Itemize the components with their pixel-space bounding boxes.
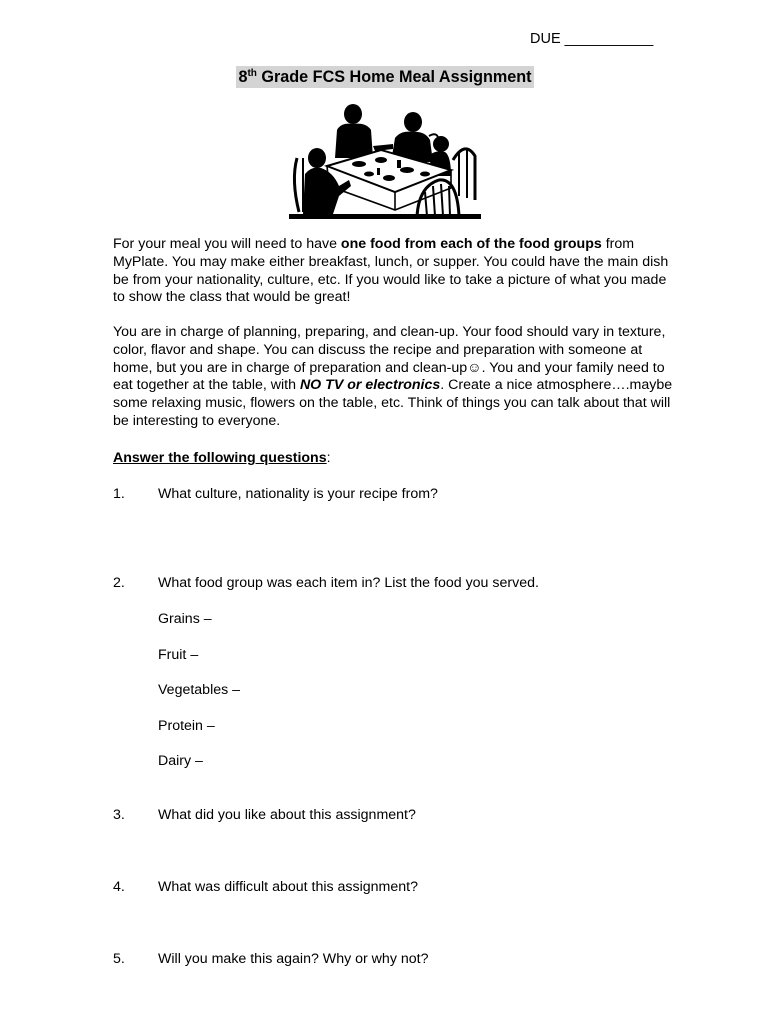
intro-p1-bold: one food from each of the food groups bbox=[340, 236, 602, 252]
intro-p2-bold: NO TV or electronics bbox=[299, 377, 441, 394]
question-4 bbox=[113, 879, 418, 895]
intro-p2-start: You are in charge of planning, preparing, and clean-up. Your food should vary in texture, color, flavor and shape. You can discuss the recipe and preparation with someone at home, but you are in charge of preparation and clean-up☺. You and your family need to eat together at the table, with bbox=[113, 324, 666, 394]
intro-p1-start: For your meal you will need to have bbox=[113, 236, 341, 252]
answer-heading-colon: : bbox=[326, 450, 331, 466]
answer-heading-label: Answer the following questions bbox=[113, 450, 327, 466]
page-title bbox=[236, 66, 533, 88]
title-rest: Grade FCS Home Meal Assignment bbox=[256, 68, 532, 86]
intro-p1-end: from MyPlate. You may make either breakfast, lunch, or supper. You could have the main dish be from your nationality, culture, etc. If you would like to take a picture of what you made to show the class that would be great! bbox=[113, 236, 669, 306]
question-text: What was difficult about this assignment? bbox=[158, 879, 418, 895]
food-group-dairy: Dairy – bbox=[158, 753, 203, 769]
question-5 bbox=[113, 951, 428, 967]
question-number: 1. bbox=[113, 486, 125, 502]
food-group-grains: Grains – bbox=[158, 611, 212, 627]
food-group-fruit: Fruit – bbox=[158, 647, 199, 663]
due-date-line: DUE ___________ bbox=[530, 31, 654, 47]
question-1 bbox=[113, 486, 438, 502]
question-2 bbox=[113, 575, 539, 591]
question-number: 3. bbox=[113, 807, 125, 823]
question-text: What food group was each item in? List the food you served. bbox=[158, 575, 539, 591]
intro-paragraph-1 bbox=[113, 236, 673, 307]
question-number: 5. bbox=[113, 951, 125, 967]
answer-heading bbox=[113, 450, 331, 466]
intro-p2-end: . Create a nice atmosphere….maybe some relaxing music, flowers on the table, etc. Think of things you can talk about that will be interesting to everyone. bbox=[113, 377, 673, 429]
title-wrapper bbox=[0, 66, 770, 88]
question-text: What culture, nationality is your recipe from? bbox=[158, 486, 438, 502]
family-dinner-table-icon bbox=[289, 100, 481, 220]
food-group-vegetables: Vegetables – bbox=[158, 682, 241, 698]
question-number: 4. bbox=[113, 879, 125, 895]
question-number: 2. bbox=[113, 575, 125, 591]
title-superscript: th bbox=[247, 68, 257, 79]
question-text: What did you like about this assignment? bbox=[158, 807, 416, 823]
intro-paragraph-2 bbox=[113, 324, 673, 431]
food-group-protein: Protein – bbox=[158, 718, 215, 734]
question-text: Will you make this again? Why or why not? bbox=[158, 951, 429, 967]
title-prefix: 8 bbox=[238, 68, 248, 86]
question-3 bbox=[113, 807, 416, 823]
